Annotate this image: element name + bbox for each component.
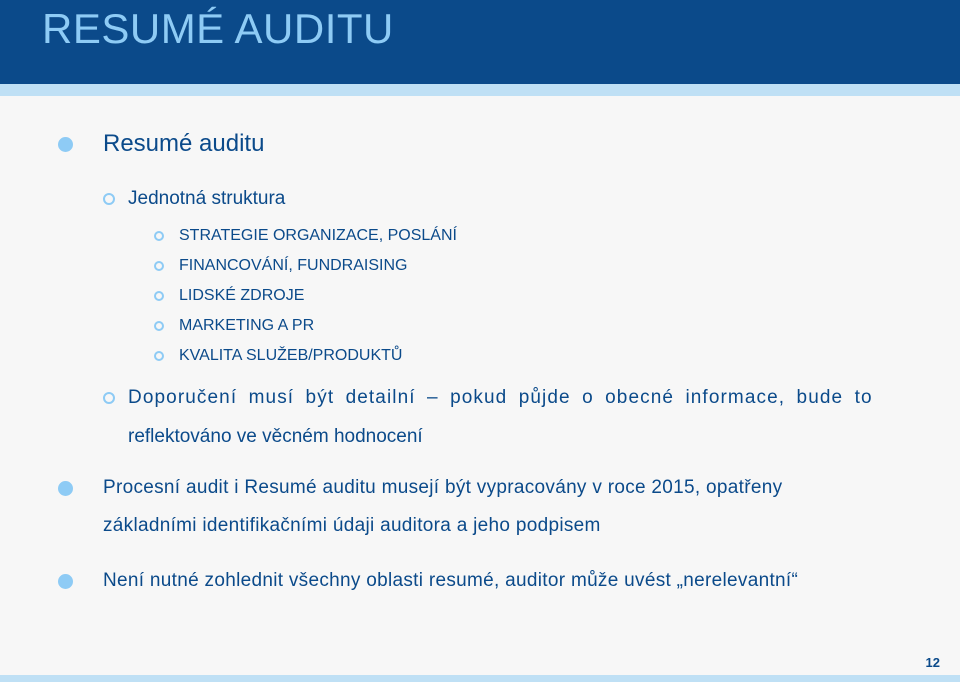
title-bar	[0, 0, 960, 84]
bullet-ring-icon	[103, 193, 115, 205]
bullet-procesni-audit-line2: základními identifikačními údaji auditora a jeho podpisem	[103, 515, 601, 536]
list-item: KVALITA SLUŽEB/PRODUKTŮ	[179, 347, 403, 364]
bottom-accent-stripe	[0, 675, 960, 682]
bullet-doporuceni-line2: reflektováno ve věcném hodnocení	[128, 426, 423, 447]
bullet-doporuceni-line1: Doporučení musí být detailní – pokud půjde o obecné informace, bude to	[128, 387, 873, 408]
bullet-ring-icon	[154, 291, 164, 301]
bullet-ring-icon	[154, 231, 164, 241]
bullet-jednotna-struktura: Jednotná struktura	[128, 188, 286, 209]
bullet-dot-icon	[58, 137, 73, 152]
bullet-ring-icon	[154, 321, 164, 331]
page-number: 12	[925, 655, 940, 670]
bullet-ring-icon	[103, 392, 115, 404]
slide-title: RESUMÉ AUDITU	[42, 5, 394, 52]
bullet-ring-icon	[154, 351, 164, 361]
bullet-dot-icon	[58, 574, 73, 589]
list-item: MARKETING A PR	[179, 317, 315, 334]
bullet-ring-icon	[154, 261, 164, 271]
list-item: STRATEGIE ORGANIZACE, POSLÁNÍ	[179, 227, 457, 244]
title-accent-stripe	[0, 84, 960, 96]
bullet-neni-nutne: Není nutné zohlednit všechny oblasti resumé, auditor může uvést „nerelevantní“	[103, 570, 799, 591]
list-item: LIDSKÉ ZDROJE	[179, 287, 305, 304]
list-item: FINANCOVÁNÍ, FUNDRAISING	[179, 257, 408, 274]
bullet-dot-icon	[58, 481, 73, 496]
bullet-resume-auditu: Resumé auditu	[103, 130, 265, 157]
bullet-procesni-audit-line1: Procesní audit i Resumé auditu musejí být vypracovány v roce 2015, opatřeny	[103, 477, 783, 498]
